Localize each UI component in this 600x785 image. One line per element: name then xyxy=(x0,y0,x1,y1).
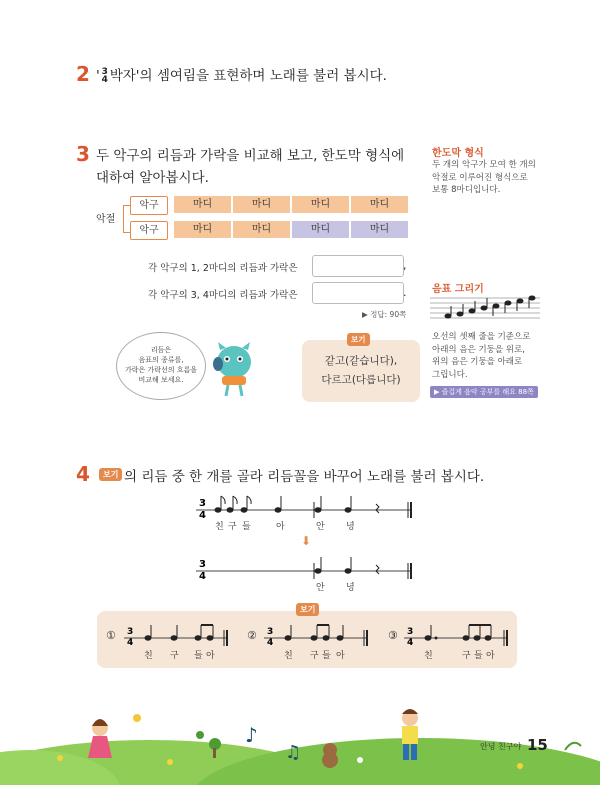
answer-box-2[interactable] xyxy=(312,282,404,304)
opt3-lyric-3: 들 xyxy=(474,651,483,661)
q2-text xyxy=(96,64,387,84)
measure-cell-r2-4: 마디 xyxy=(351,221,408,238)
svg-text:3: 3 xyxy=(199,498,206,509)
side-text-form: 두 개의 악구가 모여 한 개의 악절로 이루어진 형식으로 보통 8마디입니다. xyxy=(432,160,536,195)
speech-line-2: 음표의 종류를, xyxy=(138,356,184,364)
measure-cell-r1-2: 마디 xyxy=(233,196,290,213)
speech-line-3: 가락은 가락선의 흐름을 xyxy=(124,366,198,374)
mascot-character xyxy=(204,340,264,400)
measure-cell-r1-3: 마디 xyxy=(292,196,349,213)
prompt-2: 각 악구의 3, 4마디의 리듬과 가락은 xyxy=(148,290,298,301)
measure-cell-r1-1: 마디 xyxy=(174,196,231,213)
lyric-3: 들 xyxy=(242,522,251,532)
opt3-lyric-2: 구 xyxy=(462,651,471,661)
measure-cell-r1-4: 마디 xyxy=(351,196,408,213)
opt1-lyric-3: 들 xyxy=(194,651,203,661)
answer-box-1[interactable] xyxy=(312,255,404,277)
q3-line1: 두 악구의 리듬과 가락을 비교해 보고, 한도막 형식에 xyxy=(96,148,405,164)
lyric-1: 친 xyxy=(215,522,224,532)
lyric-5: 안 xyxy=(316,522,325,532)
q2-time-signature: 3 4 xyxy=(101,67,108,85)
q4-bogi-tag: 보기 xyxy=(99,468,122,481)
bogi-line-2: 다르고(다릅니다) xyxy=(321,374,401,386)
svg-text:3: 3 xyxy=(127,627,134,637)
speech-bubble xyxy=(116,332,206,400)
staff-1 xyxy=(196,492,420,522)
svg-text:4: 4 xyxy=(199,571,206,582)
svg-text:3: 3 xyxy=(199,559,206,570)
q4-text: 의 리듬 중 한 개를 골라 리듬꼴을 바꾸어 노래를 불러 봅시다. xyxy=(124,469,485,485)
side-text-notes: 오선의 셋째 줄을 기준으로 아래의 음은 기둥을 위로, 위의 음은 기둥을 아래로 그립니다. xyxy=(432,332,531,380)
period: . xyxy=(403,286,407,299)
measure-cell-r2-2: 마디 xyxy=(233,221,290,238)
option-2-rhythm[interactable] xyxy=(264,622,374,648)
phrase-label-2: 악구 xyxy=(130,221,168,240)
opt2-lyric-3: 들 xyxy=(322,651,331,661)
option-3-number[interactable]: ③ xyxy=(388,629,398,642)
mini-staff-illustration xyxy=(430,294,540,322)
lyric-2: 구 xyxy=(228,522,237,532)
down-arrow-icon: ⬇ xyxy=(301,534,312,548)
opt1-lyric-2: 구 xyxy=(170,651,179,661)
phrase-label-1: 악구 xyxy=(130,196,168,215)
bogi-line-1: 같고(같습니다), xyxy=(324,355,398,367)
option-1-number[interactable]: ① xyxy=(106,629,116,642)
opt1-lyric-4: 아 xyxy=(206,651,215,661)
comma: , xyxy=(403,259,407,272)
speech-line-4: 비교해 보세요. xyxy=(138,376,184,384)
svg-text:3: 3 xyxy=(267,627,274,637)
q2-quote: ' xyxy=(96,68,100,84)
bogi-tag: 보기 xyxy=(347,333,370,346)
speech-line-1: 리듬은 xyxy=(150,346,172,354)
opt2-lyric-4: 아 xyxy=(336,651,345,661)
prompt-1: 각 악구의 1, 2마디의 리듬과 가락은 xyxy=(148,263,298,274)
svg-text:3: 3 xyxy=(407,627,414,637)
opt2-lyric-1: 친 xyxy=(284,651,293,661)
lyric-6: 녕 xyxy=(346,522,355,532)
q2-text-main: 박자'의 셈여림을 표현하며 노래를 불러 봅시다. xyxy=(109,68,387,84)
section-label: 악절 xyxy=(96,214,116,225)
opt3-lyric-1: 친 xyxy=(424,651,433,661)
svg-text:4: 4 xyxy=(267,638,274,648)
lyric-7: 안 xyxy=(316,583,325,593)
side-title-notes: 음표 그리기 xyxy=(432,284,484,295)
q3-line2: 대하여 알아봅시다. xyxy=(96,170,209,186)
q4-number: 4 xyxy=(76,462,90,486)
staff-2 xyxy=(196,555,420,585)
opt1-lyric-1: 친 xyxy=(144,651,153,661)
side-title-form: 한도막 형식 xyxy=(432,148,484,159)
opt3-lyric-4: 아 xyxy=(486,651,495,661)
svg-text:4: 4 xyxy=(199,510,206,521)
svg-text:4: 4 xyxy=(407,638,414,648)
svg-text:♪: ♪ xyxy=(245,723,258,747)
measure-cell-r2-1: 마디 xyxy=(174,221,231,238)
opt2-lyric-2: 구 xyxy=(310,651,319,661)
option-1-rhythm[interactable] xyxy=(124,622,234,648)
option-3-rhythm[interactable] xyxy=(404,622,514,648)
svg-text:♫: ♫ xyxy=(285,742,302,763)
side-link[interactable]: ▶ 즐겁게 음악 공부를 해요 88쪽 xyxy=(430,386,538,398)
page-number: 15 xyxy=(527,736,548,754)
measure-cell-r2-3: 마디 xyxy=(292,221,349,238)
lyric-4: 아 xyxy=(276,522,285,532)
svg-text:4: 4 xyxy=(127,638,134,648)
footer-title: 안녕 친구야 xyxy=(480,742,522,751)
option-2-number[interactable]: ② xyxy=(247,629,257,642)
options-bogi-tag: 보기 xyxy=(296,603,319,616)
lyric-8: 녕 xyxy=(346,583,355,593)
q2-number: 2 xyxy=(76,62,90,86)
q3-number: 3 xyxy=(76,142,90,166)
answer-reference: ▶ 정답: 90쪽 xyxy=(362,310,407,319)
bogi-box xyxy=(302,340,420,402)
